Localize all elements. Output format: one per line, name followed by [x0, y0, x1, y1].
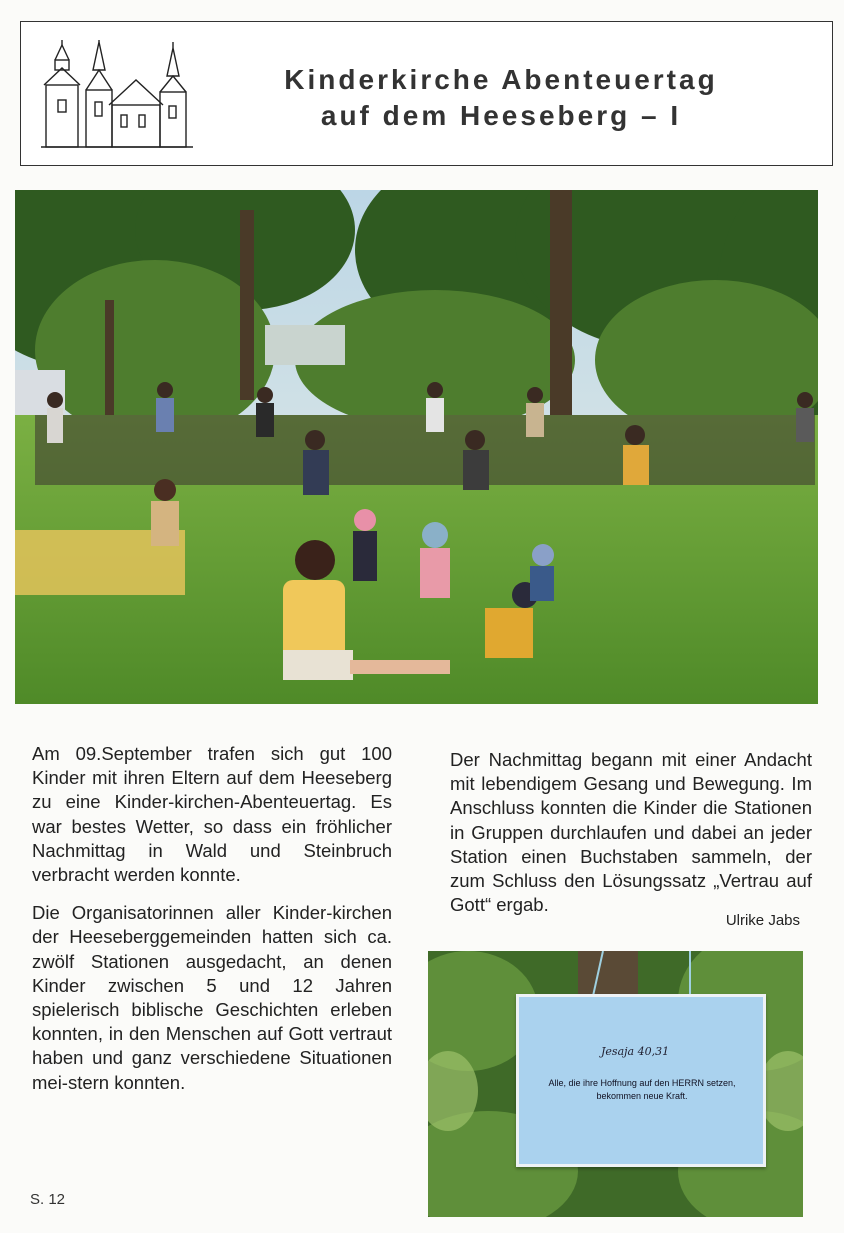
bible-verse-text: Alle, die ihre Hoffnung auf den HERRN setzen, bekommen neue Kraft. [548, 1078, 736, 1101]
article-paragraph-2: Die Organisatorinnen aller Kinder-kirchen der Heeseberggemeinden hatten sich ca. zwölf Stationen ausgedacht, an denen Kinder zwischen 5 und 12 Jahren spielerisch biblische Geschichten erleben konnten, in den Menschen auf Gott vertraut haben und ganz verschiedene Situationen mei-stern konnten. [32, 902, 392, 1093]
church-illustration [41, 40, 193, 152]
bible-reference: Jesaja 40,31 [601, 1045, 670, 1058]
article-paragraph-1: Am 09.September trafen sich gut 100 Kinder mit ihren Eltern auf dem Heeseberg zu eine Kinder-kirchen-Abenteuertag. Es war bestes Wetter, so dass ein fröhlicher Nachmittag in Wald und Steinbruch verbracht werden konnte. [32, 743, 392, 886]
bible-verse-sign [516, 994, 766, 1167]
title-line-2: auf dem Heeseberg – I [320, 100, 682, 131]
header-box [20, 21, 833, 166]
article-paragraph-3: Der Nachmittag begann mit einer Andacht mit lebendigem Gesang und Bewegung. Im Anschluss konnten die Kinder die Stationen in Gruppen durchlaufen und dabei an jeder Station einen Buchstaben sammeln, der zum Schluss den Lösungssatz „Vertrau auf Gott“ ergab. [450, 749, 812, 916]
article-column-left [32, 742, 392, 1109]
author-name: Ulrike Jabs [725, 912, 800, 930]
title-line-1: Kinderkirche Abenteuertag [284, 64, 718, 95]
page-number: S. 12 [30, 1191, 66, 1208]
event-photo-image [15, 190, 818, 704]
station-sign-photo [428, 951, 803, 1217]
event-photo [15, 190, 818, 704]
article-column-right [450, 748, 812, 934]
page-title [221, 62, 781, 134]
